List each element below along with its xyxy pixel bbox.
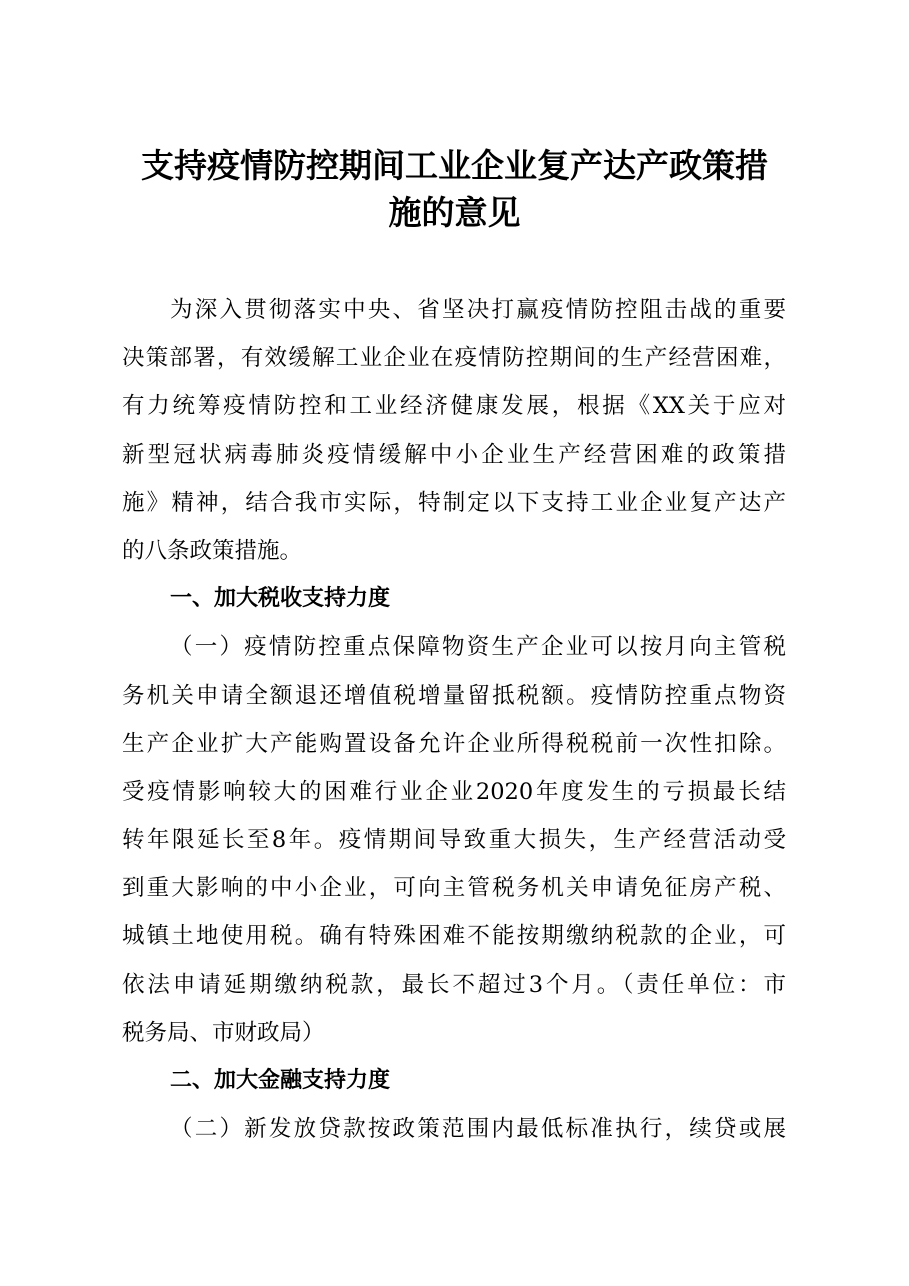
intro-line: 决策部署，有效缓解工业企业在疫情防控期间的生产经营困难， (122, 345, 786, 372)
section-1-line: 受疫情影响较大的困难行业企业2020年度发生的亏损最长结 (122, 778, 786, 805)
section-1-line: 务机关申请全额退还增值税增量留抵税额。疫情防控重点物资 (122, 682, 786, 709)
section-1-line: 城镇土地使用税。确有特殊困难不能按期缴纳税款的企业，可 (122, 923, 786, 950)
section-1-line: 税务局、市财政局） (122, 1019, 325, 1046)
intro-line: 的八条政策措施。 (122, 537, 303, 564)
section-1-line: （一）疫情防控重点保障物资生产企业可以按月向主管税 (170, 634, 786, 661)
section-1-line: 依法申请延期缴纳税款，最长不超过3个月。（责任单位：市 (122, 971, 786, 998)
document-body (122, 286, 786, 1153)
document-title (80, 142, 829, 236)
section-1-line: 转年限延长至8年。疫情期间导致重大损失，生产经营活动受 (122, 827, 786, 854)
intro-line: 为深入贯彻落实中央、省坚决打赢疫情防控阻击战的重要 (170, 297, 786, 323)
section-1-line: 生产企业扩大产能购置设备允许企业所得税税前一次性扣除。 (122, 730, 786, 757)
title-line-2: 施的意见 (388, 193, 521, 232)
section-heading-1: 一、加大税收支持力度 (170, 586, 391, 612)
section-heading-2: 二、加大金融支持力度 (170, 1068, 391, 1093)
title-line-1: 支持疫情防控期间工业企业复产达产政策措 (141, 146, 768, 185)
intro-line: 施》精神，结合我市实际，特制定以下支持工业企业复产达产 (122, 489, 786, 516)
intro-line: 有力统筹疫情防控和工业经济健康发展，根据《XX关于应对 (122, 393, 786, 420)
section-2-line: （二）新发放贷款按政策范围内最低标准执行，续贷或展 (170, 1116, 786, 1143)
section-1-line: 到重大影响的中小企业，可向主管税务机关申请免征房产税、 (122, 875, 786, 902)
intro-line: 新型冠状病毒肺炎疫情缓解中小企业生产经营困难的政策措 (122, 441, 786, 468)
